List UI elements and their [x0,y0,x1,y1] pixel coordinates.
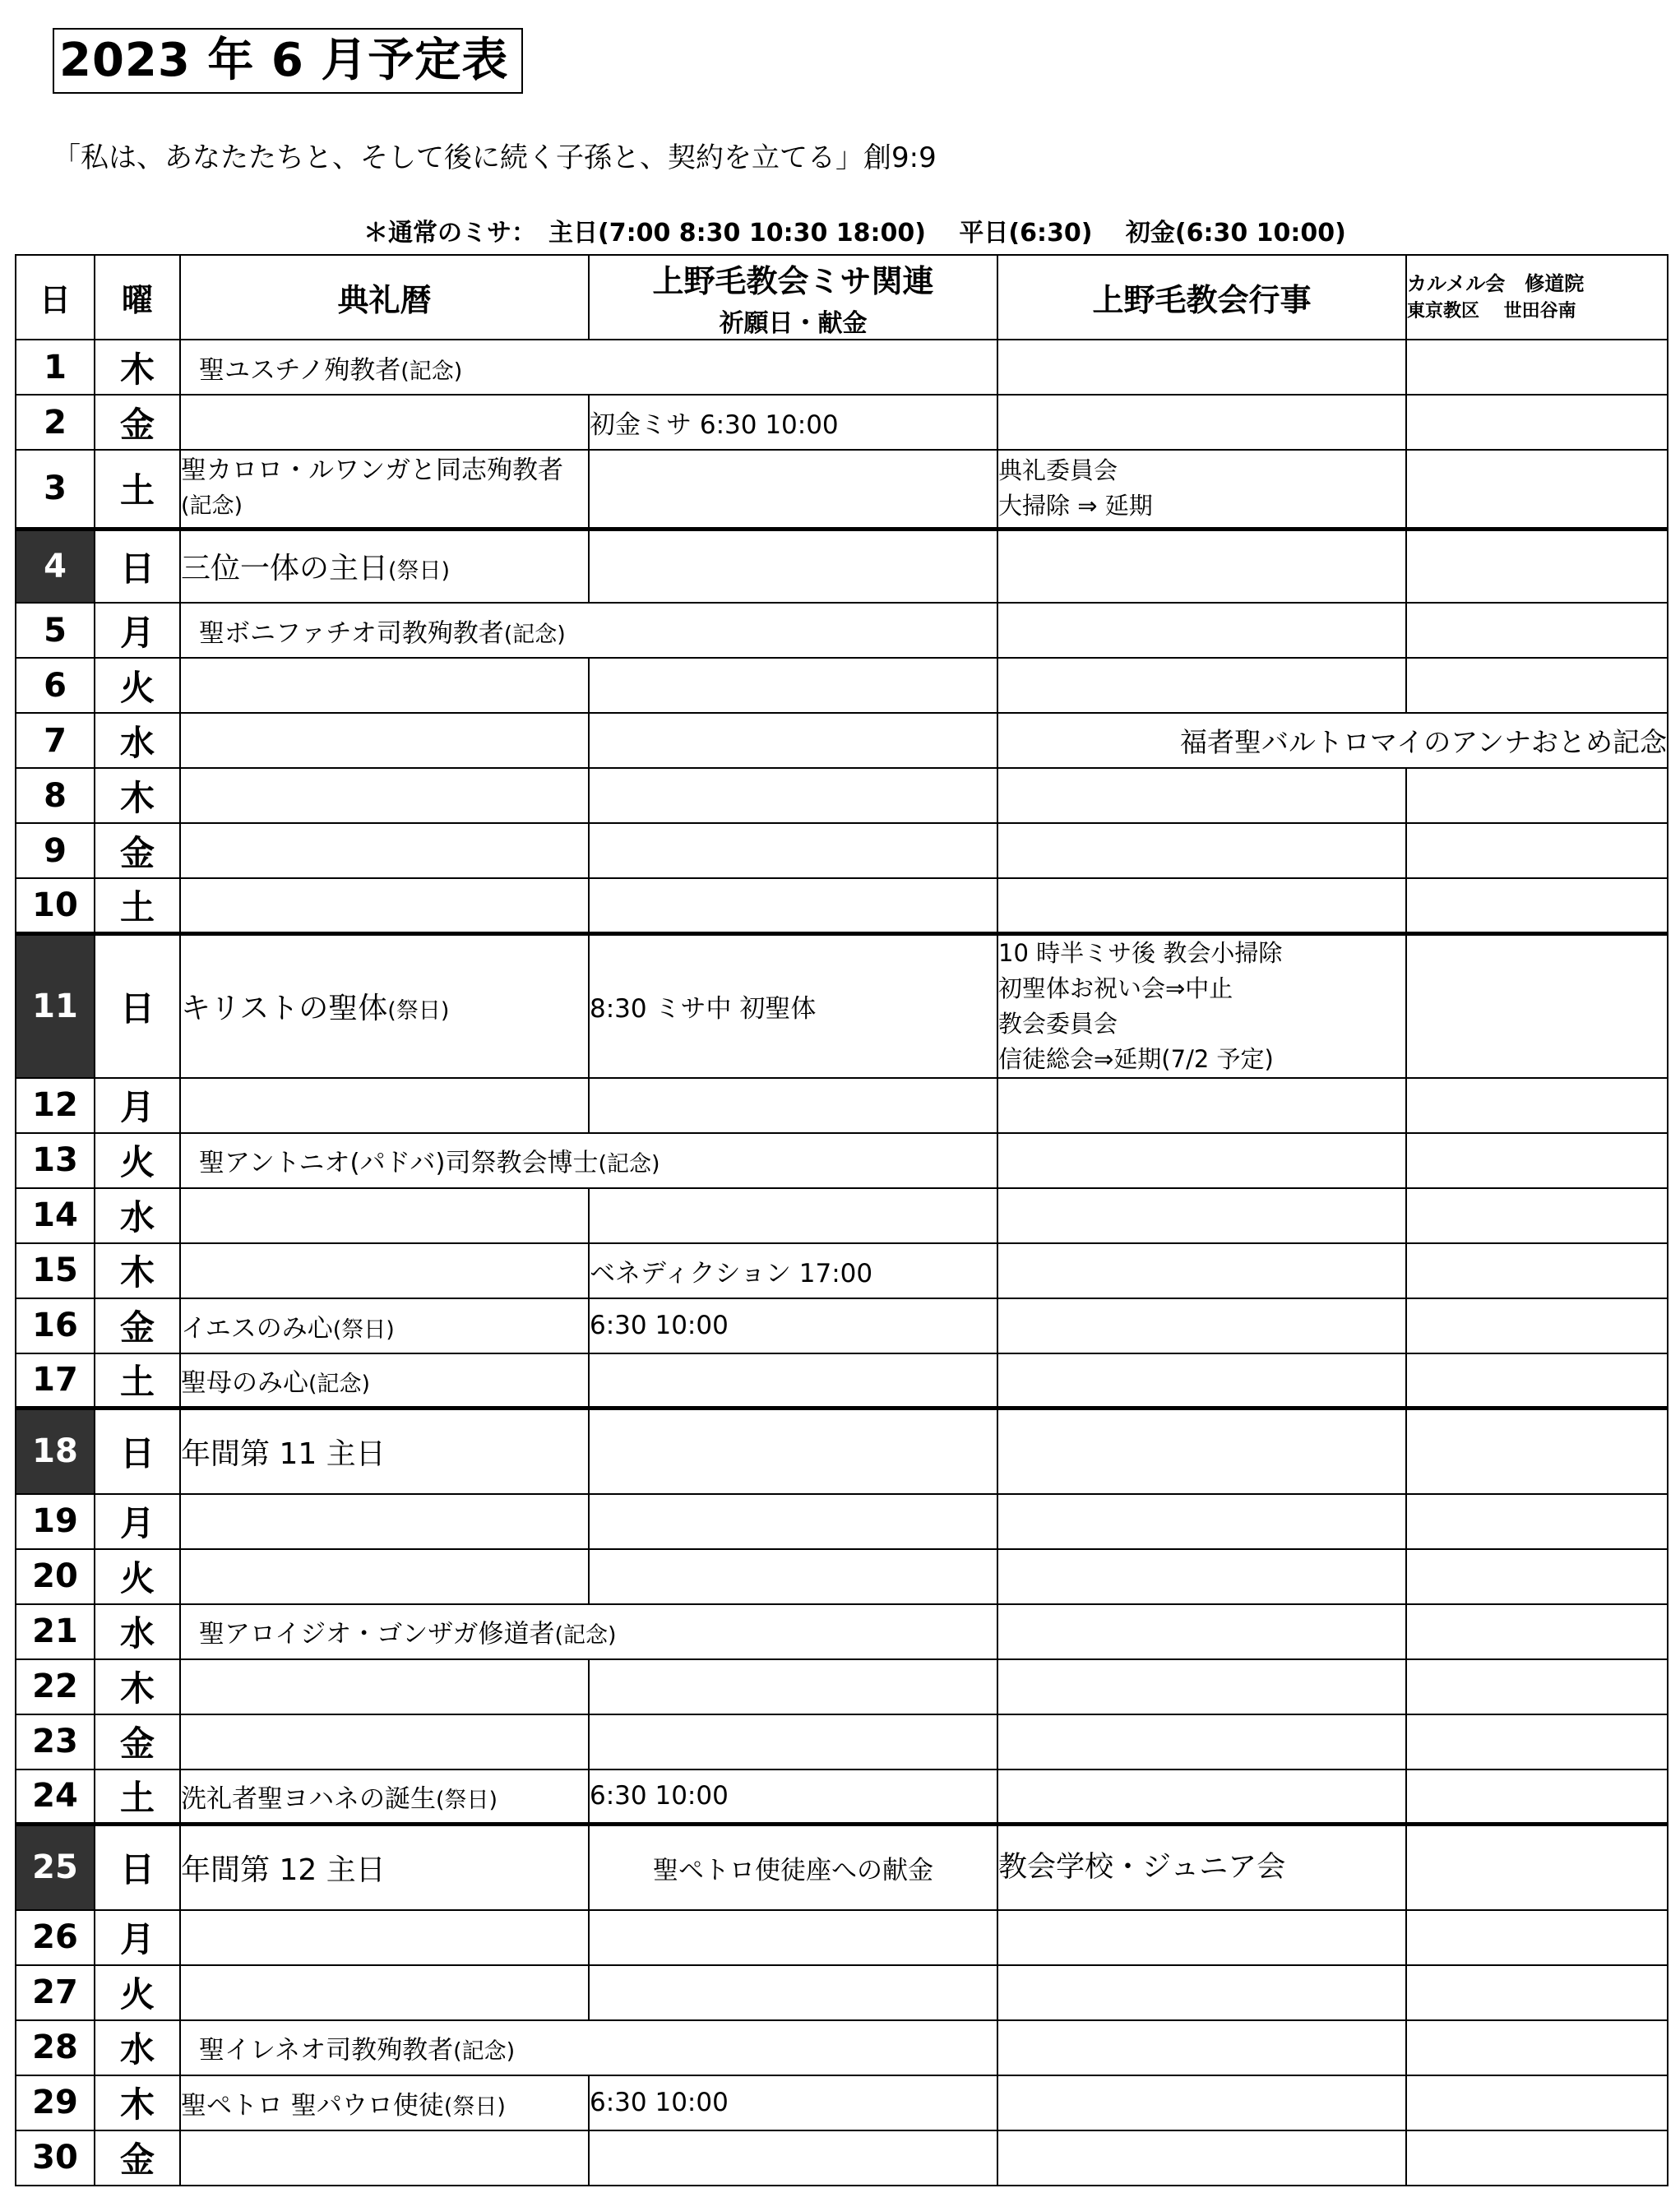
carmel-cell [1406,1965,1668,2020]
event-item: 信徒総会⇒延期(7/2 予定) [998,1044,1274,1073]
calendar-row [16,823,1668,878]
calendar-row [16,1078,1668,1133]
feast-rank: (祭日) [443,2093,506,2120]
mass-cell [589,450,997,529]
calendar-row [16,1659,1668,1714]
calendar-row [16,1243,1668,1298]
liturgy-cell [180,1353,589,1409]
weekday: 日 [95,933,180,1078]
header-liturgy: 典礼暦 [180,255,589,340]
day-number: 23 [16,1714,95,1769]
carmel-cell [1406,1353,1668,1409]
mass-cell [589,340,997,395]
calendar-row [16,1188,1668,1243]
mass-cell [589,2130,997,2186]
mass-cell [589,658,997,713]
liturgy-cell [180,878,589,933]
mass-cell [589,1965,997,2020]
calendar-row [16,1133,1668,1188]
event-cell [997,1353,1406,1409]
weekday: 水 [95,2020,180,2075]
liturgy-cell [180,1769,589,1825]
event-cell [997,933,1406,1078]
carmel-cell [1406,529,1668,603]
carmel-cell [1406,395,1668,450]
feast-rank: (記念) [453,2038,516,2065]
mass-cell [589,1769,997,1825]
calendar-row [16,1769,1668,1825]
liturgy-cell [180,2130,589,2186]
header-events: 上野毛教会行事 [997,255,1406,340]
feast-name: 年間第 11 主日 [181,1436,386,1471]
calendar-row [16,395,1668,450]
day-number: 22 [16,1659,95,1714]
liturgy-cell [180,1133,660,1188]
liturgy-cell [180,2075,589,2130]
feast-name: 聖イレネオ司教殉教者 [199,2035,454,2066]
weekday: 土 [95,450,180,529]
liturgy-cell [180,713,589,768]
mass-cell [589,1409,997,1494]
day-number: 18 [16,1409,95,1494]
weekday: 金 [95,1714,180,1769]
liturgy-cell [180,450,589,529]
weekday: 月 [95,1078,180,1133]
liturgy-text [199,1613,617,1650]
mass-cell [589,933,997,1078]
event-cell [997,1604,1406,1659]
weekday: 木 [95,1243,180,1298]
weekday: 木 [95,2075,180,2130]
day-number: 11 [16,933,95,1078]
day-number: 27 [16,1965,95,2020]
event-item: 教会学校・ジュニア会 [998,1850,1286,1884]
calendar-row [16,1353,1668,1409]
liturgy-cell [180,1298,589,1353]
carmel-cell [1406,2130,1668,2186]
day-number: 7 [16,713,95,768]
mass-cell [589,1078,997,1133]
event-cell [997,1659,1406,1714]
event-cell [997,1549,1406,1604]
liturgy-cell [180,1188,589,1243]
liturgy-cell [180,658,589,713]
weekday: 日 [95,1409,180,1494]
calendar-row [16,2075,1668,2130]
event-cell [997,529,1406,603]
weekday: 木 [95,768,180,823]
mass-text: 6:30 10:00 [590,2088,729,2117]
liturgy-cell [180,1965,589,2020]
event-cell [997,1298,1406,1353]
event-cell [997,2075,1406,2130]
event-cell [997,1243,1406,1298]
mass-cell [589,1298,997,1353]
feast-rank: (記念) [554,1622,617,1649]
mass-text: 聖ペトロ使徒座への献金 [653,1855,933,1885]
event-cell [997,658,1406,713]
mass-text: 初金ミサ 6:30 10:00 [590,410,839,440]
mass-cell [589,1604,997,1659]
feast-name: 洗礼者聖ヨハネの誕生 [181,1783,436,1814]
regular-mass-note: ＊通常のミサ： 主日(7:00 8:30 10:30 18:00) 平日(6:30) 初金(6:30 10:00) [363,219,1346,247]
carmel-cell [1406,1243,1668,1298]
calendar-row [16,2020,1668,2075]
feast-name: 聖ペトロ 聖パウロ使徒 [181,2090,444,2121]
feast-name: 聖アロイジオ・ゴンザガ修道者 [199,1619,555,1649]
mass-cell [589,1353,997,1409]
header-row [16,255,1668,340]
liturgy-text [199,612,566,649]
weekday: 火 [95,1965,180,2020]
event-cell [997,1494,1406,1549]
header-mass [589,255,997,340]
calendar-row [16,1825,1668,1910]
weekday: 火 [95,1549,180,1604]
day-number: 15 [16,1243,95,1298]
weekday: 土 [95,1769,180,1825]
weekday: 水 [95,1604,180,1659]
liturgy-cell [180,1910,589,1965]
liturgy-cell [180,1825,589,1910]
weekday: 土 [95,878,180,933]
calendar-row [16,1965,1668,2020]
feast-rank: (祭日) [387,998,450,1024]
feast-rank: (記念) [181,493,243,520]
header-mass-title: 上野毛教会ミサ関連 [652,263,934,299]
mass-cell [589,529,997,603]
feast-name: 聖ユスチノ殉教者 [199,355,401,385]
calendar-row [16,768,1668,823]
liturgy-cell [180,340,589,395]
carmel-cell [1406,1604,1668,1659]
header-carmel-line1: カルメル会 修道院 [1407,271,1585,295]
mass-cell [589,395,997,450]
calendar-row [16,1298,1668,1353]
mass-cell [589,2075,997,2130]
carmel-cell [1406,1825,1668,1910]
calendar-row [16,1714,1668,1769]
weekday: 月 [95,1910,180,1965]
day-number: 21 [16,1604,95,1659]
carmel-cell [1406,933,1668,1078]
mass-cell [589,1188,997,1243]
event-cell [997,878,1406,933]
liturgy-cell [180,1659,589,1714]
event-item: 教会委員会 [998,1009,1118,1038]
mass-cell [589,878,997,933]
carmel-cell [1406,1188,1668,1243]
liturgy-cell [180,603,589,658]
page-title: 2023 年 6 月予定表 [53,28,523,94]
liturgy-cell [180,823,589,878]
mass-cell [589,1825,997,1910]
day-number: 3 [16,450,95,529]
feast-rank: (記念) [308,1371,371,1397]
feast-name: 聖カロロ・ルワンガと同志殉教者 [181,456,563,486]
feast-rank: (祭日) [332,1316,395,1343]
day-number: 12 [16,1078,95,1133]
day-number: 1 [16,340,95,395]
liturgy-cell [180,1549,589,1604]
calendar-row [16,1549,1668,1604]
calendar-row [16,2130,1668,2186]
calendar-row [16,933,1668,1078]
mass-cell [589,1659,997,1714]
day-number: 28 [16,2020,95,2075]
day-number: 16 [16,1298,95,1353]
event-cell [997,1714,1406,1769]
feast-name: 年間第 12 主日 [181,1853,386,1887]
event-cell [997,1133,1406,1188]
header-weekday: 曜 [95,255,180,340]
day-number: 4 [16,529,95,603]
carmel-cell [1406,1494,1668,1549]
mass-cell [589,2020,997,2075]
header-mass-subtitle: 祈願日・献金 [719,309,868,338]
weekday: 金 [95,2130,180,2186]
mass-text: ベネディクション 17:00 [590,1258,873,1288]
feast-name: 聖アントニオ(パドバ)司祭教会博士 [199,1148,599,1178]
calendar-row [16,1604,1668,1659]
mass-cell [589,768,997,823]
carmel-cell [1406,1659,1668,1714]
weekday: 土 [95,1353,180,1409]
day-number: 5 [16,603,95,658]
liturgy-cell [180,529,589,603]
day-number: 17 [16,1353,95,1409]
carmel-cell [1406,450,1668,529]
weekday: 日 [95,529,180,603]
weekday: 金 [95,1298,180,1353]
feast-rank: (記念) [598,1151,660,1177]
event-cell [997,768,1406,823]
event-cell [997,450,1406,529]
mass-text: 8:30 ミサ中 初聖体 [590,994,817,1024]
carmel-cell [1406,1078,1668,1133]
mass-cell [589,713,997,768]
liturgy-cell [180,933,589,1078]
calendar-row [16,1409,1668,1494]
carmel-cell [1406,2020,1668,2075]
day-number: 20 [16,1549,95,1604]
carmel-cell [1406,1298,1668,1353]
event-item: 典礼委員会 [998,456,1118,485]
mass-text: 6:30 10:00 [590,1781,729,1811]
event-item: 初聖体お祝い会⇒中止 [998,974,1233,1002]
weekday: 火 [95,1133,180,1188]
header-carmel-line2: 東京教区 世田谷南 [1407,300,1576,322]
calendar-row [16,529,1668,603]
feast-name: キリストの聖体 [181,992,388,1025]
event-item: 10 時半ミサ後 教会小掃除 [998,938,1283,967]
feast-name: 三位一体の主日 [181,552,389,586]
event-cell [997,1910,1406,1965]
mass-text: 6:30 10:00 [590,1311,729,1340]
feast-rank: (記念) [503,622,566,647]
day-number: 19 [16,1494,95,1549]
carmel-cell [1406,1549,1668,1604]
liturgy-text [199,1142,660,1179]
carmel-cell [1406,1133,1668,1188]
weekday: 月 [95,603,180,658]
calendar-row [16,878,1668,933]
liturgy-cell [180,1494,589,1549]
weekday: 木 [95,340,180,395]
event-cell [997,1188,1406,1243]
liturgy-text [199,2029,515,2066]
day-number: 6 [16,658,95,713]
weekday: 水 [95,713,180,768]
weekday: 金 [95,823,180,878]
day-number: 25 [16,1825,95,1910]
day-number: 10 [16,878,95,933]
liturgy-cell [180,395,589,450]
weekday: 月 [95,1494,180,1549]
liturgy-cell [180,2020,589,2075]
event-cell [997,1078,1406,1133]
carmel-cell [1406,1910,1668,1965]
liturgy-cell [180,1604,617,1659]
liturgy-text [199,349,462,386]
weekday: 火 [95,658,180,713]
event-item: 大掃除 ⇒ 延期 [998,492,1153,520]
carmel-cell [1406,1714,1668,1769]
weekday: 日 [95,1825,180,1910]
event-cell [997,1965,1406,2020]
day-number: 9 [16,823,95,878]
mass-cell [589,1910,997,1965]
mass-cell [589,823,997,878]
day-number: 13 [16,1133,95,1188]
event-cell [997,603,1406,658]
header-day: 日 [16,255,95,340]
mass-cell [589,1494,997,1549]
event-cell [997,823,1406,878]
event-cell [997,1409,1406,1494]
event-cell [997,1769,1406,1825]
carmel-cell [1406,878,1668,933]
schedule-table [15,254,1668,2186]
mass-cell [589,1714,997,1769]
carmel-merged-cell [997,713,1668,768]
carmel-cell [1406,658,1668,713]
carmel-cell [1406,1409,1668,1494]
weekday: 水 [95,1188,180,1243]
mass-cell [589,603,997,658]
liturgy-cell [180,1409,589,1494]
carmel-cell [1406,603,1668,658]
calendar-row [16,1910,1668,1965]
calendar-row [16,340,1668,395]
event-cell [997,2020,1406,2075]
carmel-cell [1406,340,1668,395]
header-carmel [1406,255,1668,340]
calendar-row [16,1494,1668,1549]
event-cell [997,2130,1406,2186]
weekday: 金 [95,395,180,450]
liturgy-cell [180,768,589,823]
calendar-row [16,658,1668,713]
liturgy-cell [180,1078,589,1133]
feast-name: 聖母のみ心 [181,1367,308,1398]
mass-cell [589,1243,997,1298]
day-number: 24 [16,1769,95,1825]
calendar-row [16,713,1668,768]
scripture-verse: 「私は、あなたたちと、そして後に続く子孫と、契約を立てる」創9:9 [53,141,937,174]
feast-rank: (祭日) [388,558,451,585]
day-number: 14 [16,1188,95,1243]
calendar-row [16,603,1668,658]
mass-cell [589,1549,997,1604]
event-cell [997,1825,1406,1910]
day-number: 2 [16,395,95,450]
event-cell [997,340,1406,395]
liturgy-cell [180,1714,589,1769]
day-number: 29 [16,2075,95,2130]
carmel-note: 福者聖バルトロマイのアンナおとめ記念 [1179,726,1667,758]
feast-name: 聖ボニファチオ司教殉教者 [199,618,504,648]
event-cell [997,395,1406,450]
feast-rank: (祭日) [436,1787,498,1813]
day-number: 8 [16,768,95,823]
feast-name: イエスのみ心 [181,1313,333,1344]
carmel-cell [1406,1769,1668,1825]
carmel-cell [1406,823,1668,878]
liturgy-cell [180,1243,589,1298]
day-number: 26 [16,1910,95,1965]
carmel-cell [1406,2075,1668,2130]
feast-rank: (記念) [400,359,463,384]
weekday: 木 [95,1659,180,1714]
carmel-cell [1406,768,1668,823]
day-number: 30 [16,2130,95,2186]
calendar-row [16,450,1668,529]
